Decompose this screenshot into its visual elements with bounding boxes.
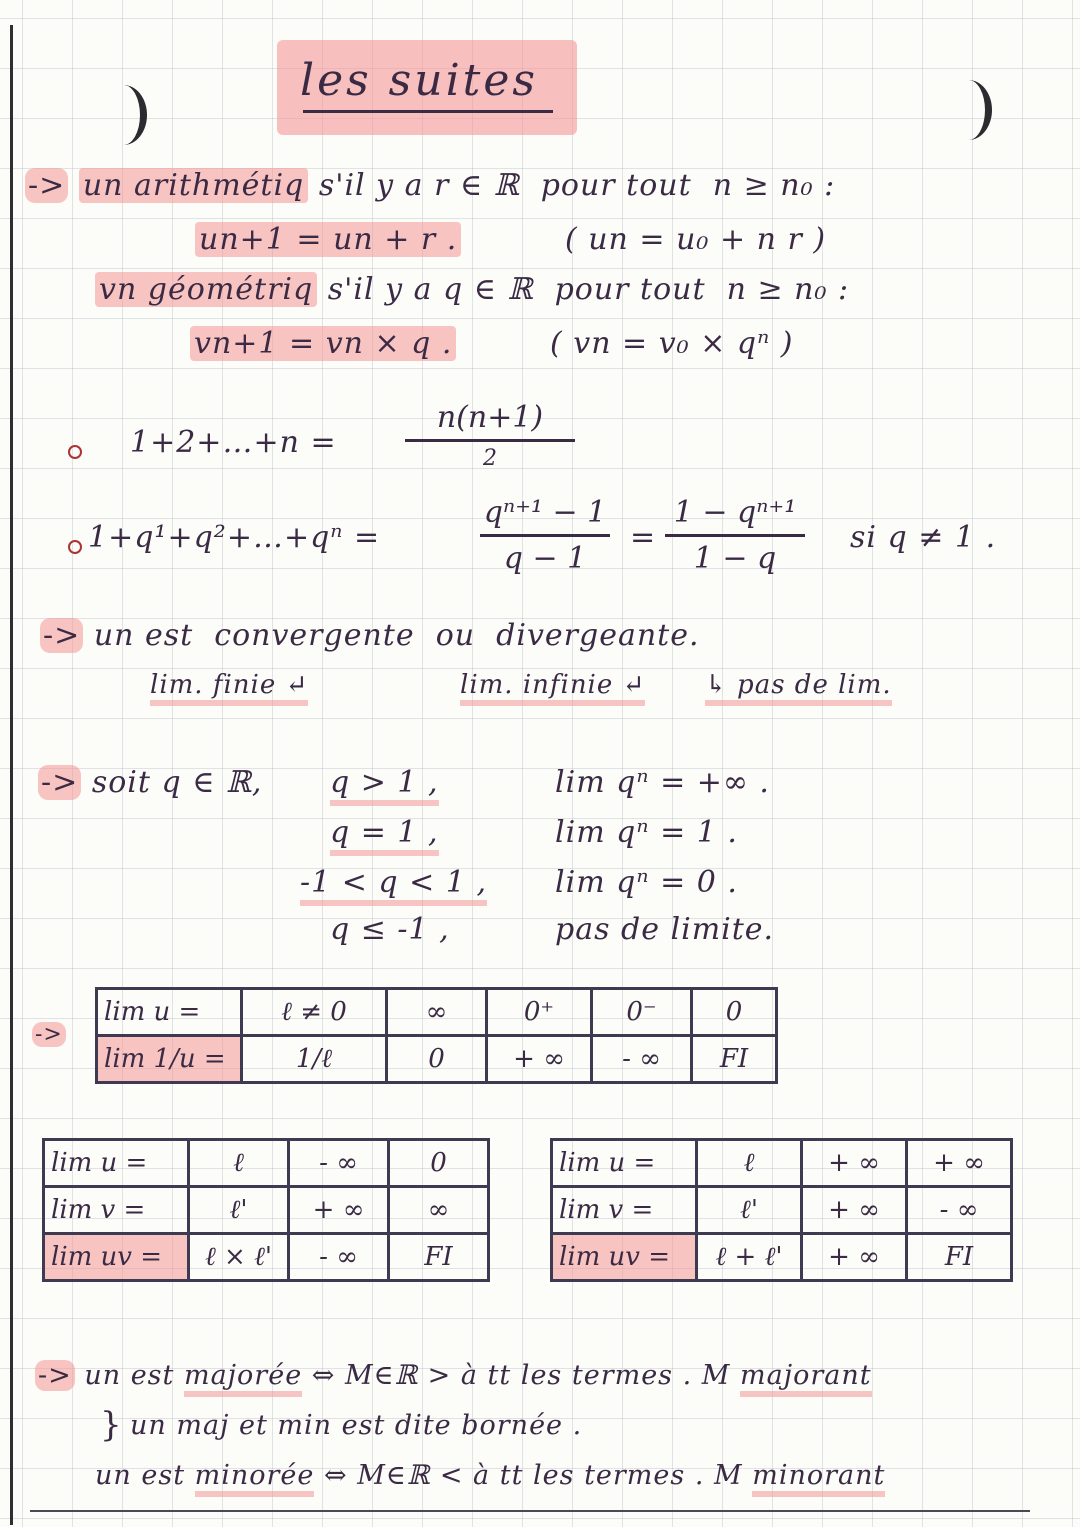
bottom-line bbox=[30, 1510, 1030, 1512]
sum2-left: 1+q¹+q²+…+qⁿ = bbox=[88, 520, 381, 555]
arith-explicit: ( un = u₀ + n r ) bbox=[565, 222, 827, 257]
sum2-fraction2: 1 − qⁿ⁺¹ 1 − q bbox=[665, 495, 805, 576]
title-underline bbox=[303, 110, 553, 113]
minoree-line: un est minorée ⇔ M∈ℝ < à tt les termes . M minorant bbox=[95, 1460, 885, 1491]
case-cond-2: q = 1 , bbox=[330, 815, 439, 850]
page-title: les suites bbox=[300, 55, 538, 106]
punch-hole-right bbox=[945, 80, 992, 140]
geo-explicit: ( vn = v₀ × qⁿ ) bbox=[550, 326, 794, 361]
no-limit: ↳ pas de lim. bbox=[705, 670, 892, 700]
soit-q: -> soit q ∈ ℝ, bbox=[38, 765, 262, 800]
sum1-fraction: n(n+1) 2 bbox=[405, 400, 575, 471]
arrow-icon: -> bbox=[32, 1022, 66, 1047]
inverse-limit-table: lim u = ℓ ≠ 0 ∞ 0⁺ 0⁻ 0 lim 1/u = 1/ℓ 0 + ∞ - ∞ FI bbox=[95, 987, 778, 1084]
punch-hole-left bbox=[100, 85, 147, 145]
arith-definition: -> un arithmétiq s'il y a r ∈ ℝ pour tout n ≥ n₀ : bbox=[25, 168, 835, 203]
case-cond-3: -1 < q < 1 , bbox=[300, 865, 487, 900]
bullet-icon bbox=[68, 540, 82, 554]
geo-formula: vn+1 = vn × q . bbox=[190, 326, 456, 361]
sum-limit-table: lim u = ℓ + ∞ + ∞ lim v = ℓ' + ∞ - ∞ lim uv = ℓ + ℓ' + ∞ FI bbox=[550, 1138, 1013, 1282]
case-result-4: pas de limite. bbox=[555, 912, 775, 947]
product-limit-table: lim u = ℓ - ∞ 0 lim v = ℓ' + ∞ ∞ lim uv = ℓ × ℓ' - ∞ FI bbox=[42, 1138, 490, 1282]
brace-icon: } bbox=[100, 1405, 123, 1445]
margin-line bbox=[10, 25, 13, 1525]
case-result-3: lim qⁿ = 0 . bbox=[555, 865, 738, 900]
arrow-icon: -> bbox=[25, 168, 68, 203]
bullet-icon bbox=[68, 445, 82, 459]
bornee-line: un maj et min est dite bornée . bbox=[130, 1410, 583, 1441]
geo-definition: vn géométriq s'il y a q ∈ ℝ pour tout n ≥ n₀ : bbox=[95, 272, 849, 307]
finite-limit: lim. finie ↵ bbox=[150, 670, 308, 700]
sum2-condition: si q ≠ 1 . bbox=[850, 520, 997, 555]
arith-formula: un+1 = un + r . bbox=[195, 222, 461, 257]
case-result-1: lim qⁿ = +∞ . bbox=[555, 765, 770, 800]
convergence-line: -> un est convergente ou divergeante. bbox=[40, 618, 700, 653]
case-result-2: lim qⁿ = 1 . bbox=[555, 815, 738, 850]
case-cond-1: q > 1 , bbox=[330, 765, 439, 800]
case-cond-4: q ≤ -1 , bbox=[330, 912, 450, 947]
majoree-line: -> un est majorée ⇔ M∈ℝ > à tt les termes . M majorant bbox=[35, 1360, 872, 1391]
sum1-left: 1+2+…+n = bbox=[130, 425, 337, 460]
sum2-fraction1: qⁿ⁺¹ − 1 q − 1 bbox=[480, 495, 610, 576]
infinite-limit: lim. infinie ↵ bbox=[460, 670, 645, 700]
